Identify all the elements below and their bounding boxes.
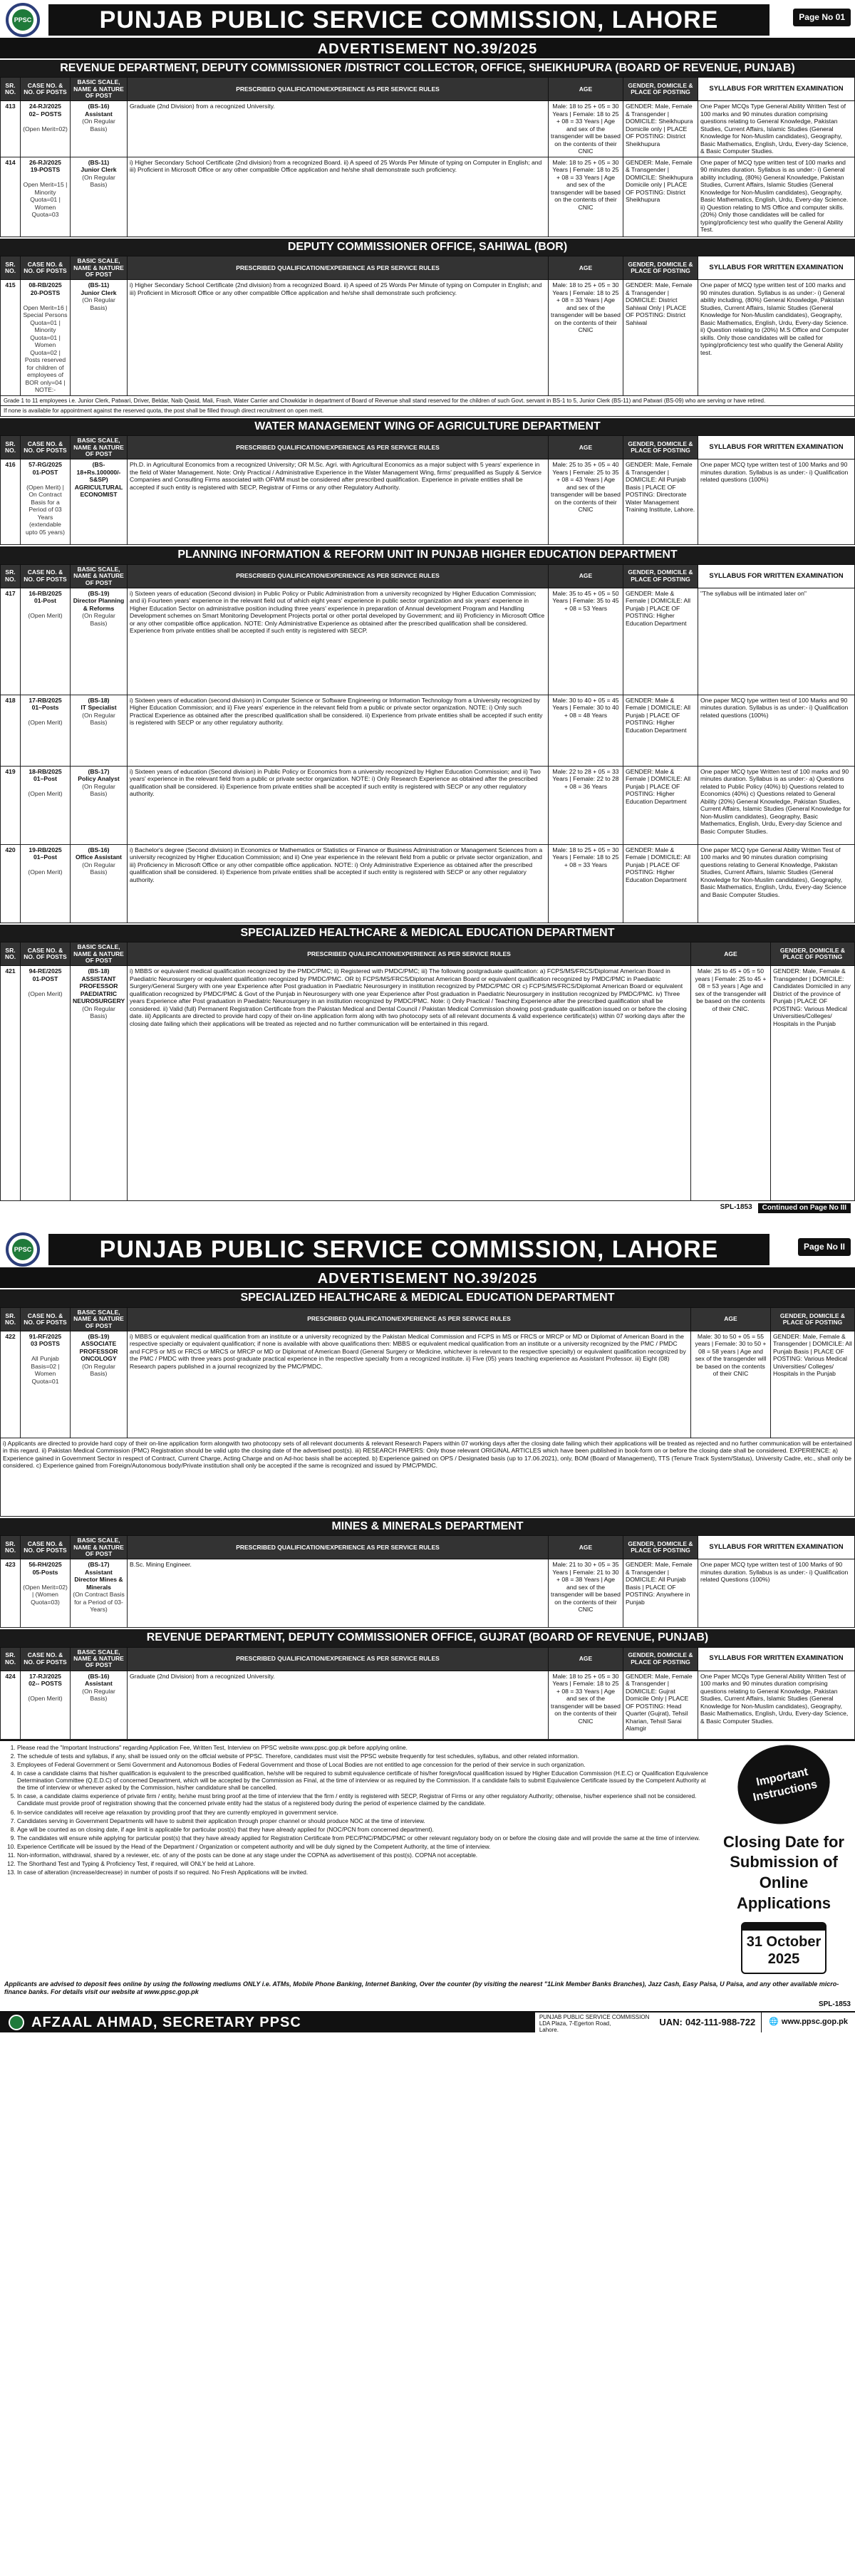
col-scale: BASIC SCALE, NAME & NATURE OF POST: [71, 436, 128, 459]
qual-cell: i) Higher Secondary School Certificate (2nd division) from a recognized Board. ii) A speed of 25 Words Per Minute of typing on Computer in English; and iii) Proficient in Microsoft Office or any other compatible Office application and he/she shall demonstrate such proficiency.: [128, 280, 549, 395]
age-cell: Male: 18 to 25 + 05 = 30 Years | Female: 18 to 25 + 08 = 33 Years | Age and sex of the transgender will be based on the contents of their CNIC: [549, 101, 623, 157]
age-cell: Male: 18 to 25 + 05 = 30 Years | Female: 18 to 25 + 08 = 33 Years | Age and sex of the transgender will be based on the contents of their CNIC: [549, 1671, 623, 1739]
instruction-item: 7. Candidates serving in Government Departments will have to submit their application through proper channel or should produce NOC at the time of interview.: [17, 1817, 708, 1824]
health1-table: [0, 942, 855, 1201]
table-row: [1, 766, 855, 844]
col-sr: SR. NO.: [1, 1647, 21, 1671]
table-row: [1, 844, 855, 923]
col-age: AGE: [549, 1536, 623, 1559]
table-row: [1, 101, 855, 157]
qual-cell: i) Sixteen years of education (Second division) in Public Policy or Economics from a university recognized by Higher Education Commission; and ii) Two years' experience in the relevant field from a public or private sector organization. NOTE: i) Only Research Experience as obtained after the prescribed qualification shall be considered. ii) Experience from private entities shall be accepted if such entity is registered with SECP or any other regulatory authority.: [128, 766, 549, 844]
col-scale: BASIC SCALE, NAME & NATURE OF POST: [71, 942, 128, 966]
instruction-item: 9. The candidates will ensure while applying for particular post(s) that they have already applied for Registration Certificate from PEC/PNC/PMDC/PMC or other relevant regulatory body on or before the closing date and will provide the same at the time of interview.: [17, 1834, 708, 1842]
case-cell: 17-RB/2025 01–Posts (Open Merit): [21, 695, 71, 766]
posts-table: [0, 564, 855, 923]
table-row: [1, 280, 855, 395]
spl-line: SPL-1853 Continued on Page No III: [0, 1201, 855, 1215]
instruction-item: 12. The Shorthand Test and Typing & Proficiency Test, if required, will ONLY be held at Lahore.: [17, 1860, 708, 1867]
sr-no: 421: [1, 966, 21, 1201]
age-cell: Male: 22 to 28 + 05 = 33 Years | Female: 22 to 28 + 08 = 36 Years: [549, 766, 623, 844]
case-cell: 56-RH/2025 05-Posts (Open Merit=02) | (Women Quota=03): [21, 1559, 71, 1628]
syllabus-cell: "The syllabus will be intimated later on": [698, 588, 855, 695]
section-note: Grade 1 to 11 employees i.e. Junior Clerk, Patwari, Driver, Beldar, Naib Qasid, Mali, Frash, Water Carrier and Chowkidar in department of Board of Revenue shall stand reserved for the children of such Govt. servant in BS-1 to 5, Junior Clerk (BS-11) and Patwari (BS-09) who are serving or have retired.: [0, 396, 855, 407]
col-case: CASE NO. & NO. OF POSTS: [21, 78, 71, 101]
sr-no: 423: [1, 1559, 21, 1628]
col-sr: SR. NO.: [1, 1536, 21, 1559]
qual-cell: i) Sixteen years of education (Second division) in Public Policy or Public Administration from a university recognized by Higher Education Commission; and ii) Fourteen years' experience in the relevant field out of which eight years' experience in public sector organization and six years' experience in Higher Education Sector on administrative position including three years' experience in preparation of Annual development Program and Handling Development schemes on Smart Monitoring Development Projects portal or other portal developed by Government; and iii) Proficiency in Microsoft Office or any other compatible office application. NOTE: Only Administrative Experience as obtained after the prescribed qualification shall be considered. Experience from private entities shall be accepted if such entity is registered with SECP.: [128, 588, 549, 695]
age-cell: Male: 25 to 45 + 05 = 50 years | Female: 25 to 45 + 08 = 53 years | Age and sex of the transgender will be based on the contents of their CNIC.: [691, 966, 771, 1201]
gender-cell: GENDER: Male, Female & Transgender | DOMICILE: All Punjab Basis | PLACE OF POSTING: Anywhere in Punjab: [623, 1559, 698, 1628]
col-sr: SR. NO.: [1, 256, 21, 280]
col-age: AGE: [549, 256, 623, 280]
col-case: CASE NO. & NO. OF POSTS: [21, 1307, 71, 1331]
sr-no: 414: [1, 157, 21, 237]
col-syllabus: SYLLABUS FOR WRITTEN EXAMINATION: [698, 564, 855, 588]
website-link[interactable]: 🌐 www.ppsc.gop.pk: [761, 2012, 855, 2032]
col-age: AGE: [549, 78, 623, 101]
notes-cell: i) Applicants are directed to provide hard copy of their on-line application form alongwith two photocopy sets of all relevant documents & relevant Research Papers within 07 working days after the closing date failing which their applications will be treated as rejected and no further communication will be entertained in this regard. ii) Pakistan Medical Commission (PMC) Registration should be valid upto the closing date of the advertised post(s). iii) RESEARCH PAPERS: Only those relevant ORIGINAL ARTICLES which have been published in book-form on or before the closing date shall be considered. EXPERIENCE: a) Experience gained in Government Sector in respect of Contract, Current Charge, Acting Charge and on Ad-hoc basis shall be accepted. b) Experience gained on OPS / Designated basis (up to 17.06.2021), only, BOM (Board of Management), TTS (Tenure Track System/Status), University Cadre, etc., shall only be considered. c) Experience gained from Foreign/Autonomous body/Private institution shall only be accepted if the same is recognized and issued by PMC/PMDC.: [1, 1438, 855, 1516]
table-row: [1, 966, 855, 1201]
age-cell: Male: 18 to 25 + 05 = 30 Years | Female: 18 to 25 + 08 = 33 Years: [549, 844, 623, 923]
col-scale: BASIC SCALE, NAME & NATURE OF POST: [71, 78, 128, 101]
qual-cell: i) Sixteen years of education (second division) in Computer Science or Software Engineering or Information Technology from a University recognized by Higher Education Commission; and ii) Five years' experience in the relevant field from a public or private sector organization. NOTE: i) Only such Practical Experience as obtained after the prescribed qualification shall be considered. ii) Experience from private entities shall be accepted if such entity is registered with SECP or any other regulatory authority.: [128, 695, 549, 766]
address: PUNJAB PUBLIC SERVICE COMMISSION LDA Plaza, 7-Egerton Road, Lahore.: [535, 2012, 654, 2032]
closing-panel: [712, 1741, 855, 1978]
posts-table: [0, 256, 855, 395]
table-row: [1, 695, 855, 766]
gender-cell: GENDER: Male & Female | DOMICILE: All Punjab | PLACE OF POSTING: Higher Education Department: [623, 588, 698, 695]
col-gender: GENDER, DOMICILE & PLACE OF POSTING: [771, 1307, 855, 1331]
case-cell: 18-RB/2025 01–Post (Open Merit): [21, 766, 71, 844]
instruction-item: 5. In case, a candidate claims experience of private firm / entity, he/she must bring proof at the time of interview that the firm / entity is registered with SECP, Registrar of Firms or any other regulatory Authority; otherwise, his/her experience shall not be considered. Candidate must provide proof of registration showing that the concerned private entity had the status of a registered body during the period of experience claimed by the candidate.: [17, 1792, 708, 1807]
syllabus-cell: One paper MCQ type written test of 100 Marks and 90 minutes duration. Syllabus is as under:- i) Qualification related questions (100%): [698, 459, 855, 545]
col-syllabus: SYLLABUS FOR WRITTEN EXAMINATION: [698, 256, 855, 280]
uan-number: UAN: 042-111-988-722: [653, 2012, 761, 2032]
ppsc-logo: [6, 1232, 40, 1267]
scale-cell: (BS-19) ASSOCIATE PROFESSOR ONCOLOGY (On Regular Basis): [71, 1331, 128, 1438]
age-cell: Male: 30 to 40 + 05 = 45 Years | Female: 30 to 40 + 08 = 48 Years: [549, 695, 623, 766]
col-age: AGE: [691, 942, 771, 966]
case-cell: 16-RB/2025 01-Post (Open Merit): [21, 588, 71, 695]
gender-cell: GENDER: Male, Female & Transgender | DOMICILE: Sheikhupura Domicile only | PLACE OF POSTING: District Sheikhupura: [623, 101, 698, 157]
col-qual: PRESCRIBED QUALIFICATION/EXPERIENCE AS PER SERVICE RULES: [128, 436, 549, 459]
gender-cell: GENDER: Male & Female | DOMICILE: All Punjab | PLACE OF POSTING: Higher Education Department: [623, 844, 698, 923]
posts-table: [0, 77, 855, 237]
age-cell: Male: 21 to 30 + 05 = 35 Years | Female: 21 to 30 + 08 = 38 Years | Age and sex of the transgender will be based on the contents of their CNIC: [549, 1559, 623, 1628]
col-gender: GENDER, DOMICILE & PLACE OF POSTING: [623, 436, 698, 459]
case-cell: 91-RF/2025 03 POSTS All Punjab Basis=02 | Women Quota=01: [21, 1331, 71, 1438]
case-cell: 26-RJ/2025 19-POSTS Open Merit=15 | Minority Quota=01 | Women Quota=03: [21, 157, 71, 237]
col-scale: BASIC SCALE, NAME & NATURE OF POST: [71, 256, 128, 280]
col-age: AGE: [549, 1647, 623, 1671]
scale-cell: (BS-18) IT Specialist (On Regular Basis): [71, 695, 128, 766]
col-sr: SR. NO.: [1, 436, 21, 459]
age-cell: Male: 18 to 25 + 05 = 30 Years | Female: 18 to 25 + 08 = 33 Years | Age and sex of the transgender will be based on the contents of their CNIC: [549, 280, 623, 395]
case-cell: 08-RB/2025 20-POSTS Open Merit=16 | Special Persons Quota=01 | Minority Quota=01 | Women Quota=02 | Posts reserved for children of employees of BOR only=04 | NOTE:-: [21, 280, 71, 395]
dept-heading: SPECIALIZED HEALTHCARE & MEDICAL EDUCATION DEPARTMENT: [0, 1288, 855, 1307]
instruction-item: 10. Experience Certificate will be issued by the Head of the Department / Organization or competent authority and will be duly signed by the Competent Authority, at the time of interview.: [17, 1843, 708, 1850]
health2-table: [0, 1307, 855, 1517]
syllabus-cell: One paper MCQ type written test of 100 Marks and 90 minutes duration. Syllabus is as under:- i) Qualification related questions (100%): [698, 695, 855, 766]
col-age: AGE: [691, 1307, 771, 1331]
sr-no: 415: [1, 280, 21, 395]
gender-cell: GENDER: Male, Female & Transgender | DOMICILE: All Punjab Basis | PLACE OF POSTING: Various Medical Universities/ Colleges/ Hospitals in the Punjab: [771, 1331, 855, 1438]
scale-cell: (BS-17) Policy Analyst (On Regular Basis): [71, 766, 128, 844]
syllabus-cell: One paper MCQ type Written test of 100 marks and 90 minutes duration. Syllabus is as under:- a) Questions related to Public Policy (40%) b) Questions related to Economics (40%) c) Questions related to General Ability (20%) General Knowledge, Pakistan Studies, Current Affairs, Islamic Studies (General Knowledge for Non-Muslim candidates), Geography, Basic Mathematics, English, Urdu, Every-day Science and Basic Computer Studies.: [698, 766, 855, 844]
scale-cell: (BS-18) ASSISTANT PROFESSOR PAEDIATRIC NEUROSURGERY (On Regular Basis): [71, 966, 128, 1201]
col-qual: PRESCRIBED QUALIFICATION/EXPERIENCE AS PER SERVICE RULES: [128, 1647, 549, 1671]
continued-label: Continued on Page No III: [758, 1203, 851, 1213]
instruction-item: 2. The schedule of tests and syllabus, if any, shall be issued only on the official website of PPSC. Therefore, candidates must visit the PPSC website frequently for test schedules, syllabus, and other related information.: [17, 1752, 708, 1760]
instructions-block: [0, 1740, 855, 1978]
notes-row: [1, 1438, 855, 1516]
qual-cell: B.Sc. Mining Engineer.: [128, 1559, 549, 1628]
table-row: [1, 588, 855, 695]
sr-no: 418: [1, 695, 21, 766]
instruction-item: 4. In case a candidate claims that his/her qualification is equivalent to the prescribed qualification, he/she will be required to submit equivalence certificate of his/her foreign/local qualification issued by Higher Education Commission (H.E.C) or Qualification Equivalence Determination Committee (Q.E.D.C) of concerned Department, which will be accepted by the Commission as Final, at the time of interview or as required by the Commission. If a candidate fails to submit Equivalence Certificate issued by the Competent Authority at the time of interview or whenever asked by the Commission, his/her candidature shall be cancelled.: [17, 1770, 708, 1791]
age-cell: Male: 18 to 25 + 05 = 30 Years | Female: 18 to 25 + 08 = 33 Years | Age and sex of the transgender will be based on the contents of their CNIC: [549, 157, 623, 237]
important-instructions-badge: Important Instructions: [730, 1736, 837, 1832]
col-age: AGE: [549, 564, 623, 588]
sr-no: 422: [1, 1331, 21, 1438]
col-case: CASE NO. & NO. OF POSTS: [21, 942, 71, 966]
case-cell: 57-RG/2025 01-POST (Open Merit) | On Contract Basis for a Period of 03 Years (extendable upto 05 years): [21, 459, 71, 545]
instruction-item: 11. Non-information, withdrawal, shared by a reviewer, etc. of any of the posts can be done at any stage under the COPNA as advertisement of this post(s). COPNA not acceptable.: [17, 1852, 708, 1859]
table-row: [1, 1671, 855, 1739]
gender-cell: GENDER: Male, Female & Transgender | DOMICILE: Sheikhupura Domicile only | PLACE OF POSTING: District Sheikhupura: [623, 157, 698, 237]
dept-heading: WATER MANAGEMENT WING OF AGRICULTURE DEPARTMENT: [0, 417, 855, 435]
table-row: [1, 459, 855, 545]
gender-cell: GENDER: Male & Female | DOMICILE: All Punjab | PLACE OF POSTING: Higher Education Department: [623, 695, 698, 766]
col-qual: PRESCRIBED QUALIFICATION/EXPERIENCE AS PER SERVICE RULES: [128, 1307, 691, 1331]
spl-line: SPL-1853: [818, 2000, 851, 2008]
col-syllabus: SYLLABUS FOR WRITTEN EXAMINATION: [698, 436, 855, 459]
dept-heading: MINES & MINERALS DEPARTMENT: [0, 1517, 855, 1535]
scale-cell: (BS-17) Assistant Director Mines & Minerals (On Contract Basis for a Period of 03-Years): [71, 1559, 128, 1628]
logo-text: PPSC: [12, 1239, 33, 1260]
logo-text: PPSC: [12, 9, 33, 31]
advertisement-number: ADVERTISEMENT NO.39/2025: [0, 40, 855, 58]
col-gender: GENDER, DOMICILE & PLACE OF POSTING: [623, 1647, 698, 1671]
case-cell: 19-RB/2025 01–Post (Open Merit): [21, 844, 71, 923]
posts-table: [0, 435, 855, 545]
scale-cell: (BS-11) Junior Clerk (On Regular Basis): [71, 280, 128, 395]
dept-heading: PLANNING INFORMATION & REFORM UNIT IN PUNJAB HIGHER EDUCATION DEPARTMENT: [0, 545, 855, 564]
secretary-name: AFZAAL AHMAD, SECRETARY PPSC: [0, 2014, 535, 2031]
ppsc-mini-logo: [9, 2015, 24, 2030]
col-syllabus: SYLLABUS FOR WRITTEN EXAMINATION: [698, 1647, 855, 1671]
qual-cell: i) MBBS or equivalent medical qualification from an institute or a university recognized by the Pakistan Medical Commission and FCPS in MS or FRCS or MRCP or MD or Diplomat of American Board in the respective specialty or equivalent qualification; if none is available with above qualifications then: MBBS or equivalent medical qualification from an institute or a university recognized by the PMC / PMDC and FCPS or MS or FRCS or MRCS or MRCP or MD or Diplomat of American Board (General Surgery or Medicine, whichever is relevant to the respective specialty) or equivalent qualification recognized by the PMC / PMDC with three years post-graduate practical experience in the respective specialty from a recognized institute. ii) Five (05) years teaching experience as Assistant Professor. iii) Eight (08) Research papers published in a journal recognized by the PMC/PMDC.: [128, 1331, 691, 1438]
col-scale: BASIC SCALE, NAME & NATURE OF POST: [71, 564, 128, 588]
globe-icon: 🌐: [769, 2017, 779, 2027]
col-gender: GENDER, DOMICILE & PLACE OF POSTING: [623, 256, 698, 280]
instructions-list: [0, 1741, 712, 1978]
col-qual: PRESCRIBED QUALIFICATION/EXPERIENCE AS PER SERVICE RULES: [128, 1536, 549, 1559]
sr-no: 420: [1, 844, 21, 923]
fee-note: Applicants are advised to deposit fees online by using the following mediums ONLY i.e. ATMs, Mobile Phone Banking, Internet Banking, Over the counter (by visiting the nearest "1Link Member Banks Branches), Jazz Cash, Easy Paisa, U Paisa, and any other available micro-finance banks. For details visit our website at www.ppsc.gop.pk: [4, 1980, 839, 1995]
col-case: CASE NO. & NO. OF POSTS: [21, 1647, 71, 1671]
table-row: [1, 1559, 855, 1628]
sr-no: 417: [1, 588, 21, 695]
col-scale: BASIC SCALE, NAME & NATURE OF POST: [71, 1307, 128, 1331]
commission-title: PUNJAB PUBLIC SERVICE COMMISSION, LAHORE: [48, 1234, 770, 1265]
col-scale: BASIC SCALE, NAME & NATURE OF POST: [71, 1536, 128, 1559]
closing-date: 31 October 2025: [746, 1934, 822, 1968]
gender-cell: GENDER: Male, Female & Transgender | DOMICILE: Candidates Domiciled in any District of the province of Punjab | PLACE OF POSTING: Various Medical Universities/Colleges/ Hospitals in the Punjab: [771, 966, 855, 1201]
col-case: CASE NO. & NO. OF POSTS: [21, 1536, 71, 1559]
gender-cell: GENDER: Male, Female & Transgender | DOMICILE: Gujrat Domicile Only | PLACE OF POSTING: Head Quarter (Gujrat), Tehsil Kharian, Tehsil Sarai Alamgir: [623, 1671, 698, 1739]
col-case: CASE NO. & NO. OF POSTS: [21, 436, 71, 459]
sr-no: 419: [1, 766, 21, 844]
col-sr: SR. NO.: [1, 78, 21, 101]
case-cell: 24-RJ/2025 02– POSTS (Open Merit=02): [21, 101, 71, 157]
col-syllabus: SYLLABUS FOR WRITTEN EXAMINATION: [698, 1536, 855, 1559]
dept-heading: SPECIALIZED HEALTHCARE & MEDICAL EDUCATION DEPARTMENT: [0, 923, 855, 942]
instruction-item: 13. In case of alteration (increase/decrease) in number of posts if so required. No Fresh Applications will be invited.: [17, 1869, 708, 1876]
commission-title: PUNJAB PUBLIC SERVICE COMMISSION, LAHORE: [48, 4, 770, 36]
scale-cell: (BS-18+Rs.100000/- S&SP) AGRICULTURAL ECONOMIST: [71, 459, 128, 545]
col-age: AGE: [549, 436, 623, 459]
col-qual: PRESCRIBED QUALIFICATION/EXPERIENCE AS PER SERVICE RULES: [128, 942, 691, 966]
scale-cell: (BS-16) Assistant (On Regular Basis): [71, 101, 128, 157]
table-row: [1, 1331, 855, 1438]
instruction-item: 8. Age will be counted as on closing date, if age limit is applicable for particular post(s) that they have already applied for (NOC/PCN from concerned department).: [17, 1826, 708, 1833]
scale-cell: (BS-16) Assistant (On Regular Basis): [71, 1671, 128, 1739]
syllabus-cell: One paper of MCQ type written test of 100 marks and 90 minutes duration. Syllabus is as under:- i) General ability including, (80%) General Knowledge, Pakistan Studies, Current Affairs, Islamic Studies (General Knowledge for Non-Muslim candidates), Geography, Basic Mathematics, English, Urdu, Every-day Science. ii) Question relating to (20%) M.S Office and Computer skills. Only those candidates will be called for typing/proficiency test who qualify the General Ability test.: [698, 280, 855, 395]
section-note: If none is available for appointment against the reserved quota, the post shall be filled through direct recruitment on open merit.: [0, 406, 855, 417]
col-sr: SR. NO.: [1, 1307, 21, 1331]
dept-heading: DEPUTY COMMISSIONER OFFICE, SAHIWAL (BOR): [0, 237, 855, 256]
scale-cell: (BS-16) Office Assistant (On Regular Basis): [71, 844, 128, 923]
page-number: Page No 01: [793, 9, 851, 26]
instruction-item: 6. In-service candidates will receive age relaxation by providing proof that they are currently employed in government service.: [17, 1809, 708, 1816]
col-sr: SR. NO.: [1, 564, 21, 588]
gender-cell: GENDER: Male & Female | DOMICILE: All Punjab | PLACE OF POSTING: Higher Education Department: [623, 766, 698, 844]
col-qual: PRESCRIBED QUALIFICATION/EXPERIENCE AS PER SERVICE RULES: [128, 78, 549, 101]
gender-cell: GENDER: Male, Female & Transgender | DOMICILE: District Sahiwal Only | PLACE OF POSTING: District Sahiwal: [623, 280, 698, 395]
scale-cell: (BS-11) Junior Clerk (On Regular Basis): [71, 157, 128, 237]
col-case: CASE NO. & NO. OF POSTS: [21, 256, 71, 280]
table-row: [1, 157, 855, 237]
col-scale: BASIC SCALE, NAME & NATURE OF POST: [71, 1647, 128, 1671]
ppsc-logo: [6, 3, 40, 37]
instruction-item: 3. Employees of Federal Government or Semi Government and Autonomous Bodies of Federal Government and those of Local Bodies are not entitled to age concession for the period of their service in such organization.: [17, 1761, 708, 1768]
qual-cell: i) MBBS or equivalent medical qualification recognized by the PMDC/PMC; ii) Registered with PMDC/PMC; iii) The following postgraduate qualification: a) FCPS/MS/FRCS/Diplomat American Board in Paediatric Neurosurgery or equivalent qualification recognized by PMDC/PMC. OR b) FCPS/MS/FRCS/Diplomat American Board or equivalent qualification recognized by PMDC/PMC in Paediatric Surgery/General Surgery with one year Experience after Post graduation in Paediatric Neurosurgery in institution recognized by PMDC/PMC OR c) FCPS/MS/FRCS/Diplomat American Board or equivalent qualification recognized by PMDC/PMC & Govt of the Punjab in Neurosurgery with one year Experience after Post graduation in Paediatric Neurosurgery in institution recognized by PMDC/PMC. iv) Three years Experience after Post graduation in Paediatric Neurosurgery in an institution recognized by PMDC/PMC. Note: i) Only Practical / Teaching Experience after the prescribed qualification shall be considered. ii) Valid (full) Permanent Registration Certificate from the Pakistan Medical and Dental Council / Pakistan Medical Commission showing post-graduate qualification issued on or before the closing date. iii) Applicants are directed to provide hard copy of their on-line application form along with two photocopy sets of all relevant documents & valid experience certificate(s) within 07 working days after the closing date failing which their applications will be treated as rejected and no further communication will be entertained in this regard.: [128, 966, 691, 1201]
col-gender: GENDER, DOMICILE & PLACE OF POSTING: [623, 564, 698, 588]
col-gender: GENDER, DOMICILE & PLACE OF POSTING: [623, 1536, 698, 1559]
qual-cell: i) Bachelor's degree (Second division) in Economics or Mathematics or Statistics or Finance or Business Administration or Management Sciences from a university recognized by Higher Education Commission; and ii) One year experience in the relevant field from a public or private sector organization, and iii) Proficiency in Microsoft Office or any other compatible office application. NOTE: i) Only Administrative Experience as obtained after the prescribed qualification shall be considered. ii) Experience from private entities shall be accepted if such entity is registered with SECP or any other regulatory authority.: [128, 844, 549, 923]
advertisement-number: ADVERTISEMENT NO.39/2025: [0, 1269, 855, 1288]
qual-cell: Graduate (2nd Division) from a recognized University.: [128, 101, 549, 157]
scale-cell: (BS-19) Director Planning & Reforms (On Regular Basis): [71, 588, 128, 695]
closing-label: Closing Date for Submission of Online Applications: [723, 1832, 844, 1912]
qual-cell: Ph.D. in Agricultural Economics from a recognized University; OR M.Sc. Agri. with Agricultural Economics as a major subject with 5 years' experience in the field of Water Management. Note: Only Practical / Administrative Experience in the Water Management Wing, firms' prequalified as Supply & Service Companies and Consulting Firms associated with OFWM must be considered after prescribed qualification. Experience in private entities shall be accepted if such entity is registered with SECP, Registrar of Firms or any other Regulatory Authority.: [128, 459, 549, 545]
case-cell: 94-RE/2025 01-POST (Open Merit): [21, 966, 71, 1201]
age-cell: Male: 30 to 50 + 05 = 55 years | Female: 30 to 50 + 08 = 58 years | Age and sex of the transgender will be based on the contents of their CNIC: [691, 1331, 771, 1438]
col-sr: SR. NO.: [1, 942, 21, 966]
age-cell: Male: 25 to 35 + 05 = 40 Years | Female: 25 to 35 + 08 = 43 Years | Age and sex of the transgender will be based on the contents of their CNIC: [549, 459, 623, 545]
syllabus-cell: One Paper MCQs Type General Ability Written Test of 100 marks and 90 minutes duration comprising questions relating to General Knowledge, Pakistan Studies, Current Affairs, Islamic Studies (General Knowledge for Non-Muslim candidates), Geography, Basic Mathematics, English, Urdu, Every-day Science, & Basic Computer Studies.: [698, 1671, 855, 1739]
page-header: [0, 1230, 855, 1269]
syllabus-cell: One paper MCQ type General Ability Written Test of 100 marks and 90 minutes duration comprising questions relating to General Knowledge, Pakistan Studies, Current Affairs, Islamic Studies (General Knowledge for Non-Muslim candidates), Geography, Basic Mathematics, English, Urdu, Every-day Science and Basic Computer Studies.: [698, 844, 855, 923]
age-cell: Male: 35 to 45 + 05 = 50 Years | Female: 35 to 45 + 08 = 53 Years: [549, 588, 623, 695]
syllabus-cell: One Paper MCQs Type General Ability Written Test of 100 marks and 90 minutes duration comprising questions relating to General Knowledge, Pakistan Studies, Current Affairs, Islamic Studies (General Knowledge for Non-Muslim candidates), Geography, Basic Mathematics, English, Urdu, Every-day Science, & Basic Computer Studies.: [698, 101, 855, 157]
qual-cell: Graduate (2nd Division) from a recognized University.: [128, 1671, 549, 1739]
instruction-item: 1. Please read the "Important Instructions" regarding Application Fee, Written Test, Interview on PPSC website www.ppsc.gop.pk before applying online.: [17, 1744, 708, 1751]
page-header: [0, 0, 855, 40]
sr-no: 413: [1, 101, 21, 157]
gender-cell: GENDER: Male, Female & Transgender | DOMICILE: All Punjab Basis | PLACE OF POSTING: Directorate Water Management Training Institute, Lahore.: [623, 459, 698, 545]
col-qual: PRESCRIBED QUALIFICATION/EXPERIENCE AS PER SERVICE RULES: [128, 564, 549, 588]
syllabus-cell: One paper MCQ type written test of 100 Marks of 90 minutes duration. Syllabus is as under:- i) Qualification related Questions (100%): [698, 1559, 855, 1628]
sr-no: 416: [1, 459, 21, 545]
posts-table: [0, 1647, 855, 1740]
col-qual: PRESCRIBED QUALIFICATION/EXPERIENCE AS PER SERVICE RULES: [128, 256, 549, 280]
sr-no: 424: [1, 1671, 21, 1739]
qual-cell: i) Higher Secondary School Certificate (2nd division) from a recognized Board. ii) A speed of 25 Words Per Minute of typing on Computer in English; and iii) Proficient in Microsoft Office or any other compatible Office application and he/she shall demonstrate such proficiency.: [128, 157, 549, 237]
footer: [0, 2011, 855, 2032]
dept-heading: REVENUE DEPARTMENT, DEPUTY COMMISSIONER OFFICE, GUJRAT (BOARD OF REVENUE, PUNJAB): [0, 1628, 855, 1646]
col-gender: GENDER, DOMICILE & PLACE OF POSTING: [623, 78, 698, 101]
col-syllabus: SYLLABUS FOR WRITTEN EXAMINATION: [698, 78, 855, 101]
col-case: CASE NO. & NO. OF POSTS: [21, 564, 71, 588]
page-number: Page No II: [798, 1238, 851, 1256]
col-gender: GENDER, DOMICILE & PLACE OF POSTING: [771, 942, 855, 966]
dept-heading: REVENUE DEPARTMENT, DEPUTY COMMISSIONER /DISTRICT COLLECTOR, OFFICE, SHEIKHUPURA (BOARD OF REVENUE, PUNJAB): [0, 58, 855, 77]
calendar-icon: [741, 1922, 826, 1974]
syllabus-cell: One paper of MCQ type written test of 100 marks and 90 minutes duration. Syllabus is as under:- i) General ability including, (80%) General Knowledge, Pakistan Studies, Current Affairs, Islamic Studies (General Knowledge for Non-Muslim candidates), Geography, Basic Mathematics, English, Urdu, Every-day Science. ii) Question relating to MS Office and computer skills. (20%) Only those candidates will be called for typing/proficiency test who qualify the General Ability Test.: [698, 157, 855, 237]
case-cell: 17-RJ/2025 02-- POSTS (Open Merit): [21, 1671, 71, 1739]
posts-table: [0, 1535, 855, 1628]
